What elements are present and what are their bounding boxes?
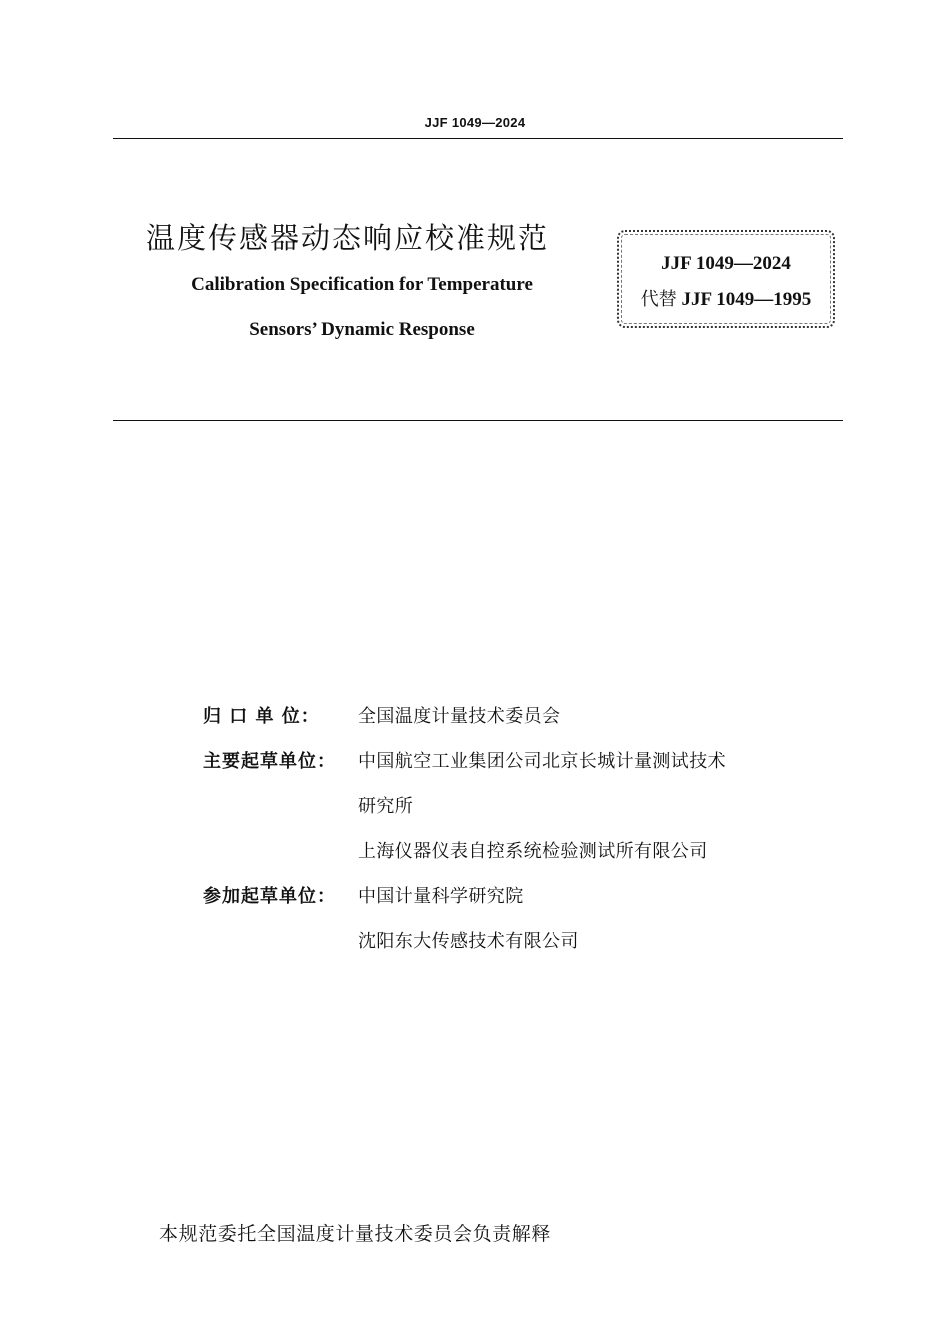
replaced-standard-code: JJF 1049—1995 <box>681 289 812 310</box>
responsible-unit-value: 全国温度计量技术委员会 <box>358 706 561 727</box>
header-divider <box>113 138 843 139</box>
participating-unit-value: 中国计量科学研究院 <box>358 886 524 907</box>
title-chinese: 温度传感器动态响应校准规范 <box>146 221 550 255</box>
title-english-line-1: Calibration Specification for Temperature <box>191 274 533 295</box>
main-drafting-unit-label: 主要起草单位： <box>203 751 336 772</box>
main-drafting-unit-row-cont <box>358 792 413 822</box>
participating-unit-value-2: 沈阳东大传感技术有限公司 <box>358 931 579 952</box>
participating-unit-label: 参加起草单位： <box>203 886 336 907</box>
standard-code-box <box>617 230 835 328</box>
standard-code: JJF 1049—2024 <box>661 253 791 274</box>
main-drafting-unit-row-2 <box>358 837 708 867</box>
responsible-unit-row <box>203 702 560 732</box>
title-english-line-2: Sensors’ Dynamic Response <box>249 319 475 340</box>
replaces-prefix: 代替 <box>640 289 677 310</box>
interpretation-note: 本规范委托全国温度计量技术委员会负责解释 <box>159 1223 552 1245</box>
main-drafting-unit-value-2: 上海仪器仪表自控系统检验测试所有限公司 <box>358 841 708 862</box>
main-drafting-unit-row <box>203 747 726 777</box>
participating-unit-row-2 <box>358 927 579 957</box>
header-standard-code: JJF 1049—2024 <box>424 115 526 130</box>
title-divider <box>113 420 843 421</box>
main-drafting-unit-value-cont: 研究所 <box>358 796 414 817</box>
participating-unit-row <box>203 882 524 912</box>
main-drafting-unit-value: 中国航空工业集团公司北京长城计量测试技术 <box>358 751 726 772</box>
replaces-code <box>617 285 835 311</box>
responsible-unit-label: 归 口 单 位： <box>203 706 320 727</box>
